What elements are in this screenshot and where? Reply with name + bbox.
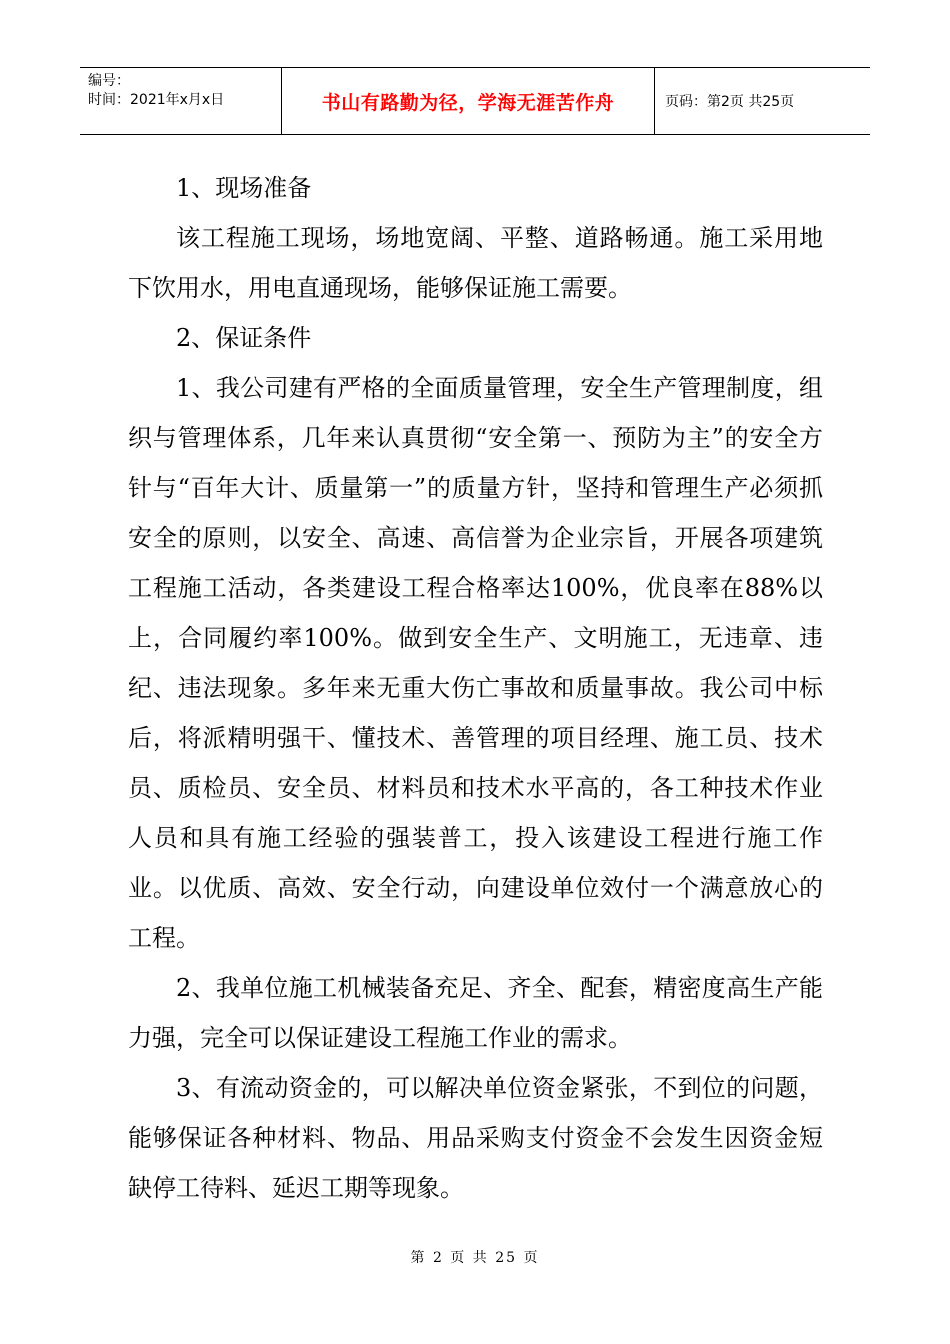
header-page-info: 页码：第2页 共25页 bbox=[665, 94, 795, 110]
header-number-label: 编号： bbox=[88, 73, 130, 89]
paragraph-guarantee-1: 1、我公司建有严格的全面质量管理，安全生产管理制度，组织与管理体系，几年来认真贯彻“安全第一、预防为主”的安全方针与“百年大计、质量第一”的质量方针，坚持和管理生产必须抓安全的原则，以安全、高速、高信誉为企业宗旨，开展各项建筑工程施工活动，各类建设工程合格率达100%，优良率在88%以上，合同履约率100%。做到安全生产、文明施工，无违章、违纪、违法现象。多年来无重大伤亡事故和质量事故。我公司中标后，将派精明强干、懂技术、善管理的项目经理、施工员、技术员、质检员、安全员、材料员和技术水平高的，各工种技术作业人员和具有施工经验的强装普工，投入该建设工程进行施工作业。以优质、高效、安全行动，向建设单位效付一个满意放心的工程。 bbox=[128, 374, 823, 952]
paragraph-site-conditions: 该工程施工现场，场地宽阔、平整、道路畅通。施工采用地下饮用水，用电直通现场，能够保证施工需要。 bbox=[128, 224, 823, 302]
page-footer: 第 2 页 共 25 页 bbox=[410, 1250, 540, 1266]
paragraph-guarantee-3: 3、有流动资金的，可以解决单位资金紧张，不到位的问题，能够保证各种材料、物品、用品采购支付资金不会发生因资金短缺停工待料、延迟工期等现象。 bbox=[128, 1074, 823, 1202]
header-meta-cell bbox=[80, 68, 282, 134]
section-heading-site-prep: 1、现场准备 bbox=[176, 174, 312, 202]
document-body bbox=[128, 163, 823, 1213]
header-date-label: 时间：2021年x月x日 bbox=[88, 92, 225, 108]
document-header bbox=[80, 67, 870, 135]
section-heading-guarantees: 2、保证条件 bbox=[176, 324, 312, 352]
header-motto: 书山有路勤为径，学海无涯苦作舟 bbox=[282, 68, 655, 134]
paragraph-guarantee-2: 2、我单位施工机械装备充足、齐全、配套，精密度高生产能力强，完全可以保证建设工程施工作业的需求。 bbox=[128, 974, 823, 1052]
